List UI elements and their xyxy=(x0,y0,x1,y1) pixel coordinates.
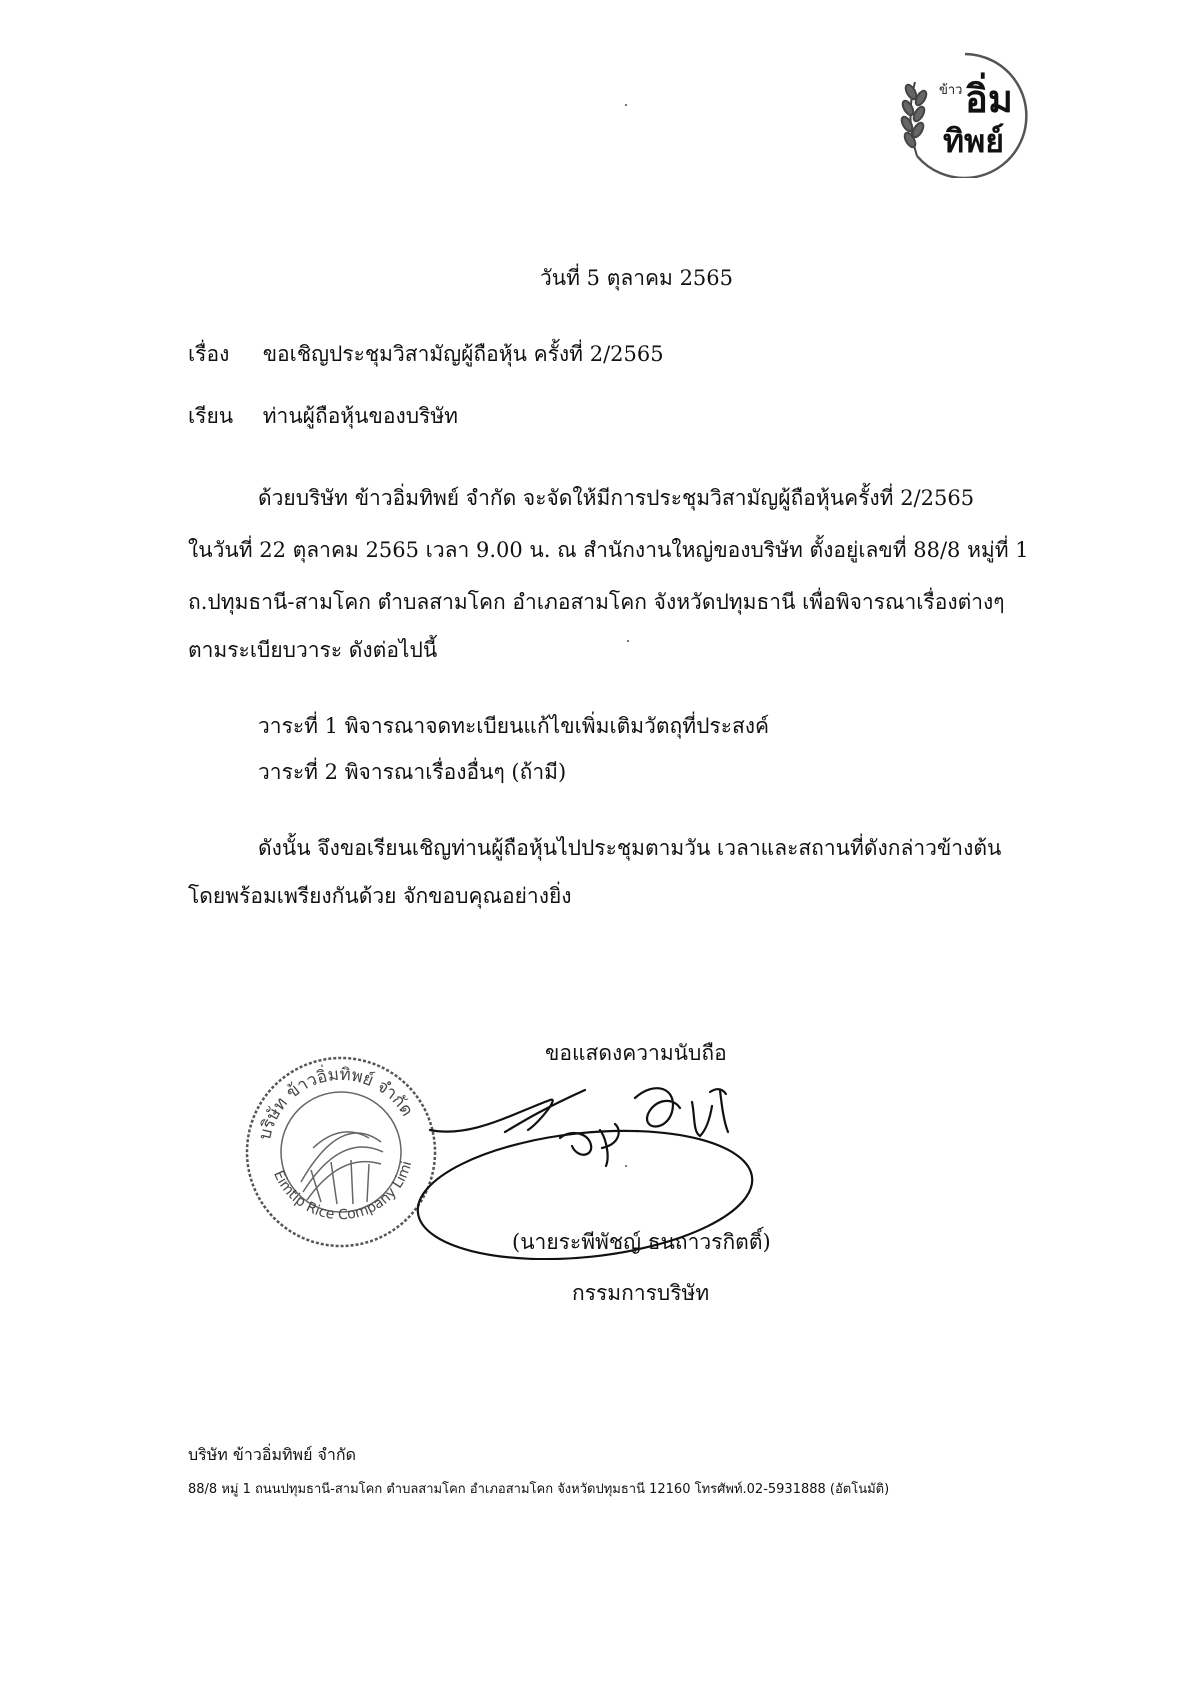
letter-date: วันที่ 5 ตุลาคม 2565 xyxy=(540,266,734,290)
scan-speck xyxy=(627,640,629,642)
salutation-text: ท่านผู้ถือหุ้นของบริษัท xyxy=(262,404,459,428)
logo-line2: ทิพย์ xyxy=(943,122,1004,160)
agenda-item: วาระที่ 2 พิจารณาเรื่องอื่นๆ (ถ้ามี) xyxy=(258,760,567,784)
body-line: ด้วยบริษัท ข้าวอิ่มทิพย์ จำกัด จะจัดให้มีการประชุมวิสามัญผู้ถือหุ้นครั้งที่ 2/2565 xyxy=(258,486,975,510)
body-line: ตามระเบียบวาระ ดังต่อไปนี้ xyxy=(188,638,438,662)
svg-text:บริษัท ข้าวอิ่มทิพย์ จำกัด xyxy=(255,1064,417,1142)
scan-speck xyxy=(625,1165,627,1167)
seal-english-text: Eimtip Rice Company Limi xyxy=(270,1159,416,1224)
subject-label: เรื่อง xyxy=(188,342,230,366)
rice-stalk-icon xyxy=(900,82,929,156)
salutation-line xyxy=(188,400,458,433)
subject-text: ขอเชิญประชุมวิสามัญผู้ถือหุ้น ครั้งที่ 2/2565 xyxy=(262,342,664,366)
conclusion-line: โดยพร้อมเพรียงกันด้วย จักขอบคุณอย่างยิ่ง xyxy=(188,884,572,908)
logo-line1: อิ่ม xyxy=(965,77,1013,121)
salutation-label: เรียน xyxy=(188,404,234,428)
body-line: ในวันที่ 22 ตุลาคม 2565 เวลา 9.00 น. ณ สำนักงานใหญ่ของบริษัท ตั้งอยู่เลขที่ 88/8 หมู่ที่ 1 xyxy=(188,538,1029,562)
closing-phrase: ขอแสดงความนับถือ xyxy=(545,1041,727,1065)
footer-address: 88/8 หมู่ 1 ถนนปทุมธานี-สามโคก ตำบลสามโคก อำเภอสามโคก จังหวัดปทุมธานี 12160 โทรศัพท์.02-5931888 (อัตโนมัติ) xyxy=(188,1482,890,1497)
agenda-item: วาระที่ 1 พิจารณาจดทะเบียนแก้ไขเพิ่มเติมวัตถุที่ประสงค์ xyxy=(258,714,770,738)
subject-line xyxy=(188,338,664,371)
company-logo xyxy=(895,48,1035,178)
scan-speck xyxy=(625,104,627,106)
logo-small-text: ข้าว xyxy=(939,83,963,98)
seal-thai-text: บริษัท ข้าวอิ่มทิพย์ จำกัด xyxy=(255,1064,417,1142)
rice-field-icon xyxy=(301,1132,383,1204)
body-line: ถ.ปทุมธานี-สามโคก ตำบลสามโคก อำเภอสามโคก จังหวัดปทุมธานี เพื่อพิจารณาเรื่องต่างๆ xyxy=(188,590,1005,614)
signer-title: กรรมการบริษัท xyxy=(572,1281,710,1305)
signer-name: (นายระพีพัชญ์ ธนถาวรกิตติ์) xyxy=(512,1230,771,1254)
footer-company: บริษัท ข้าวอิ่มทิพย์ จำกัด xyxy=(188,1445,356,1464)
conclusion-line: ดังนั้น จึงขอเรียนเชิญท่านผู้ถือหุ้นไปประชุมตามวัน เวลาและสถานที่ดังกล่าวข้างต้น xyxy=(258,836,1002,860)
